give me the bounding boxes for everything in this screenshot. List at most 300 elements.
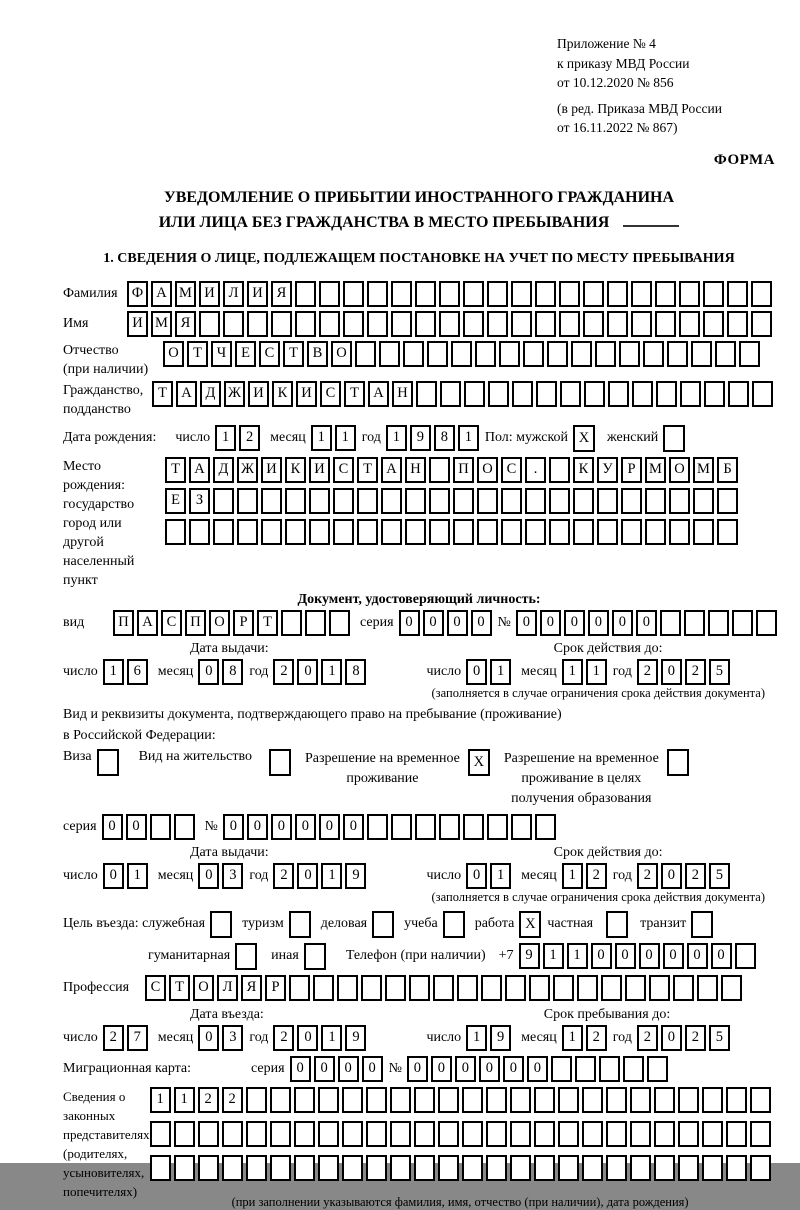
char-cell[interactable] bbox=[595, 341, 616, 367]
checkbox-cell[interactable] bbox=[691, 911, 713, 938]
char-cell[interactable] bbox=[174, 814, 195, 840]
char-cell[interactable] bbox=[414, 1121, 435, 1147]
char-cell[interactable]: 1 bbox=[543, 943, 564, 969]
char-cell[interactable] bbox=[669, 519, 690, 545]
checkbox-cell[interactable]: X bbox=[519, 911, 541, 938]
char-cell[interactable] bbox=[381, 488, 402, 514]
char-cell[interactable] bbox=[305, 610, 326, 636]
char-cell[interactable] bbox=[318, 1155, 339, 1181]
char-cell[interactable] bbox=[655, 281, 676, 307]
char-cell[interactable] bbox=[415, 311, 436, 337]
char-cell[interactable] bbox=[625, 975, 646, 1001]
char-cell[interactable] bbox=[551, 1056, 572, 1082]
char-cell[interactable] bbox=[486, 1121, 507, 1147]
char-cell[interactable] bbox=[558, 1155, 579, 1181]
char-cell[interactable] bbox=[606, 1087, 627, 1113]
char-cell[interactable] bbox=[285, 488, 306, 514]
char-cell[interactable] bbox=[559, 311, 580, 337]
char-cell[interactable] bbox=[553, 975, 574, 1001]
char-cell[interactable]: Н bbox=[405, 457, 426, 483]
char-cell[interactable] bbox=[342, 1087, 363, 1113]
checkbox-cell[interactable]: X bbox=[468, 749, 490, 776]
char-cell[interactable] bbox=[726, 1087, 747, 1113]
char-cell[interactable] bbox=[246, 1121, 267, 1147]
char-cell[interactable]: 0 bbox=[102, 814, 123, 840]
char-cell[interactable]: 2 bbox=[586, 863, 607, 889]
char-cell[interactable] bbox=[462, 1087, 483, 1113]
char-cell[interactable]: Р bbox=[621, 457, 642, 483]
char-cell[interactable]: 0 bbox=[295, 814, 316, 840]
char-cell[interactable] bbox=[464, 381, 485, 407]
char-cell[interactable] bbox=[391, 311, 412, 337]
char-cell[interactable]: 1 bbox=[490, 659, 511, 685]
char-cell[interactable] bbox=[654, 1087, 675, 1113]
char-cell[interactable]: С bbox=[161, 610, 182, 636]
char-cell[interactable] bbox=[549, 457, 570, 483]
char-cell[interactable] bbox=[391, 281, 412, 307]
char-cell[interactable] bbox=[606, 1121, 627, 1147]
char-cell[interactable] bbox=[318, 1121, 339, 1147]
char-cell[interactable] bbox=[678, 1121, 699, 1147]
char-cell[interactable] bbox=[150, 814, 171, 840]
char-cell[interactable]: О bbox=[209, 610, 230, 636]
char-cell[interactable]: Я bbox=[271, 281, 292, 307]
char-cell[interactable] bbox=[270, 1087, 291, 1113]
char-cell[interactable] bbox=[477, 519, 498, 545]
checkbox-cell[interactable] bbox=[289, 911, 311, 938]
char-cell[interactable] bbox=[703, 311, 724, 337]
char-cell[interactable]: 3 bbox=[222, 1025, 243, 1051]
char-cell[interactable] bbox=[679, 281, 700, 307]
char-cell[interactable] bbox=[457, 975, 478, 1001]
char-cell[interactable]: 0 bbox=[198, 659, 219, 685]
char-cell[interactable]: Ж bbox=[224, 381, 245, 407]
char-cell[interactable] bbox=[691, 341, 712, 367]
char-cell[interactable]: 1 bbox=[174, 1087, 195, 1113]
char-cell[interactable] bbox=[582, 1155, 603, 1181]
char-cell[interactable]: 0 bbox=[423, 610, 444, 636]
char-cell[interactable]: 8 bbox=[434, 425, 455, 451]
char-cell[interactable] bbox=[535, 814, 556, 840]
char-cell[interactable]: 9 bbox=[490, 1025, 511, 1051]
char-cell[interactable]: . bbox=[525, 457, 546, 483]
char-cell[interactable]: 9 bbox=[410, 425, 431, 451]
char-cell[interactable] bbox=[403, 341, 424, 367]
char-cell[interactable]: 2 bbox=[637, 1025, 658, 1051]
char-cell[interactable]: 8 bbox=[345, 659, 366, 685]
char-cell[interactable] bbox=[295, 281, 316, 307]
char-cell[interactable] bbox=[414, 1087, 435, 1113]
char-cell[interactable] bbox=[750, 1087, 771, 1113]
char-cell[interactable]: 1 bbox=[335, 425, 356, 451]
checkbox-cell[interactable]: X bbox=[573, 425, 595, 452]
char-cell[interactable] bbox=[525, 488, 546, 514]
char-cell[interactable] bbox=[534, 1121, 555, 1147]
char-cell[interactable]: Н bbox=[392, 381, 413, 407]
char-cell[interactable] bbox=[693, 519, 714, 545]
char-cell[interactable] bbox=[510, 1121, 531, 1147]
char-cell[interactable]: А bbox=[151, 281, 172, 307]
char-cell[interactable] bbox=[607, 311, 628, 337]
char-cell[interactable] bbox=[222, 1121, 243, 1147]
char-cell[interactable] bbox=[486, 1087, 507, 1113]
char-cell[interactable] bbox=[697, 975, 718, 1001]
char-cell[interactable] bbox=[623, 1056, 644, 1082]
char-cell[interactable] bbox=[654, 1121, 675, 1147]
char-cell[interactable] bbox=[319, 281, 340, 307]
char-cell[interactable] bbox=[645, 519, 666, 545]
char-cell[interactable] bbox=[606, 1155, 627, 1181]
char-cell[interactable]: 0 bbox=[319, 814, 340, 840]
char-cell[interactable] bbox=[549, 519, 570, 545]
char-cell[interactable] bbox=[261, 488, 282, 514]
char-cell[interactable]: О bbox=[193, 975, 214, 1001]
char-cell[interactable] bbox=[427, 341, 448, 367]
char-cell[interactable] bbox=[558, 1121, 579, 1147]
char-cell[interactable] bbox=[583, 311, 604, 337]
char-cell[interactable] bbox=[717, 488, 738, 514]
char-cell[interactable] bbox=[415, 814, 436, 840]
char-cell[interactable] bbox=[607, 281, 628, 307]
char-cell[interactable]: Е bbox=[165, 488, 186, 514]
char-cell[interactable] bbox=[429, 519, 450, 545]
char-cell[interactable] bbox=[751, 311, 772, 337]
char-cell[interactable] bbox=[559, 281, 580, 307]
char-cell[interactable] bbox=[702, 1155, 723, 1181]
char-cell[interactable]: 0 bbox=[479, 1056, 500, 1082]
char-cell[interactable] bbox=[309, 488, 330, 514]
char-cell[interactable] bbox=[486, 1155, 507, 1181]
char-cell[interactable] bbox=[246, 1155, 267, 1181]
char-cell[interactable]: 2 bbox=[637, 863, 658, 889]
checkbox-cell[interactable] bbox=[210, 911, 232, 938]
char-cell[interactable]: Д bbox=[200, 381, 221, 407]
char-cell[interactable] bbox=[529, 975, 550, 1001]
char-cell[interactable]: 0 bbox=[564, 610, 585, 636]
char-cell[interactable]: В bbox=[307, 341, 328, 367]
char-cell[interactable] bbox=[343, 281, 364, 307]
checkbox-cell[interactable] bbox=[663, 425, 685, 452]
char-cell[interactable] bbox=[385, 975, 406, 1001]
char-cell[interactable]: Е bbox=[235, 341, 256, 367]
char-cell[interactable]: 0 bbox=[399, 610, 420, 636]
char-cell[interactable] bbox=[453, 488, 474, 514]
char-cell[interactable] bbox=[246, 1087, 267, 1113]
char-cell[interactable]: 1 bbox=[466, 1025, 487, 1051]
char-cell[interactable] bbox=[583, 281, 604, 307]
char-cell[interactable] bbox=[702, 1087, 723, 1113]
char-cell[interactable] bbox=[645, 488, 666, 514]
char-cell[interactable] bbox=[549, 488, 570, 514]
char-cell[interactable]: 2 bbox=[103, 1025, 124, 1051]
char-cell[interactable] bbox=[632, 381, 653, 407]
char-cell[interactable] bbox=[405, 488, 426, 514]
char-cell[interactable]: Р bbox=[233, 610, 254, 636]
char-cell[interactable] bbox=[717, 519, 738, 545]
char-cell[interactable] bbox=[501, 488, 522, 514]
char-cell[interactable]: 0 bbox=[362, 1056, 383, 1082]
char-cell[interactable] bbox=[523, 341, 544, 367]
char-cell[interactable] bbox=[453, 519, 474, 545]
checkbox-cell[interactable] bbox=[667, 749, 689, 776]
char-cell[interactable]: О bbox=[331, 341, 352, 367]
char-cell[interactable] bbox=[295, 311, 316, 337]
char-cell[interactable]: 0 bbox=[455, 1056, 476, 1082]
char-cell[interactable] bbox=[739, 341, 760, 367]
char-cell[interactable]: М bbox=[175, 281, 196, 307]
char-cell[interactable]: 1 bbox=[215, 425, 236, 451]
char-cell[interactable]: П bbox=[453, 457, 474, 483]
char-cell[interactable]: 0 bbox=[343, 814, 364, 840]
char-cell[interactable] bbox=[367, 311, 388, 337]
char-cell[interactable] bbox=[608, 381, 629, 407]
char-cell[interactable] bbox=[499, 341, 520, 367]
char-cell[interactable]: 2 bbox=[685, 863, 706, 889]
char-cell[interactable] bbox=[390, 1155, 411, 1181]
char-cell[interactable] bbox=[525, 519, 546, 545]
char-cell[interactable]: 0 bbox=[466, 659, 487, 685]
char-cell[interactable] bbox=[726, 1121, 747, 1147]
char-cell[interactable] bbox=[174, 1121, 195, 1147]
char-cell[interactable] bbox=[630, 1155, 651, 1181]
char-cell[interactable] bbox=[198, 1121, 219, 1147]
char-cell[interactable] bbox=[463, 281, 484, 307]
char-cell[interactable] bbox=[438, 1087, 459, 1113]
char-cell[interactable] bbox=[439, 311, 460, 337]
char-cell[interactable]: 2 bbox=[239, 425, 260, 451]
char-cell[interactable] bbox=[213, 488, 234, 514]
char-cell[interactable] bbox=[631, 281, 652, 307]
char-cell[interactable]: 1 bbox=[321, 1025, 342, 1051]
char-cell[interactable] bbox=[702, 1121, 723, 1147]
char-cell[interactable] bbox=[451, 341, 472, 367]
char-cell[interactable] bbox=[684, 610, 705, 636]
char-cell[interactable]: С bbox=[259, 341, 280, 367]
checkbox-cell[interactable] bbox=[235, 943, 257, 970]
char-cell[interactable] bbox=[534, 1155, 555, 1181]
char-cell[interactable] bbox=[366, 1155, 387, 1181]
char-cell[interactable] bbox=[337, 975, 358, 1001]
char-cell[interactable]: 5 bbox=[709, 659, 730, 685]
char-cell[interactable] bbox=[655, 311, 676, 337]
char-cell[interactable] bbox=[721, 975, 742, 1001]
char-cell[interactable] bbox=[680, 381, 701, 407]
char-cell[interactable]: С bbox=[333, 457, 354, 483]
char-cell[interactable]: И bbox=[261, 457, 282, 483]
char-cell[interactable]: 0 bbox=[615, 943, 636, 969]
char-cell[interactable] bbox=[751, 281, 772, 307]
char-cell[interactable] bbox=[313, 975, 334, 1001]
char-cell[interactable]: М bbox=[645, 457, 666, 483]
char-cell[interactable] bbox=[511, 311, 532, 337]
char-cell[interactable]: 1 bbox=[562, 1025, 583, 1051]
char-cell[interactable]: 0 bbox=[516, 610, 537, 636]
char-cell[interactable]: И bbox=[199, 281, 220, 307]
char-cell[interactable]: 5 bbox=[709, 863, 730, 889]
char-cell[interactable] bbox=[223, 311, 244, 337]
char-cell[interactable]: 6 bbox=[127, 659, 148, 685]
char-cell[interactable] bbox=[319, 311, 340, 337]
checkbox-cell[interactable] bbox=[97, 749, 119, 776]
char-cell[interactable]: Т bbox=[357, 457, 378, 483]
char-cell[interactable] bbox=[577, 975, 598, 1001]
char-cell[interactable] bbox=[342, 1155, 363, 1181]
char-cell[interactable]: 0 bbox=[612, 610, 633, 636]
char-cell[interactable] bbox=[439, 814, 460, 840]
char-cell[interactable]: Т bbox=[283, 341, 304, 367]
char-cell[interactable] bbox=[621, 519, 642, 545]
checkbox-cell[interactable] bbox=[304, 943, 326, 970]
char-cell[interactable]: О bbox=[477, 457, 498, 483]
char-cell[interactable] bbox=[487, 311, 508, 337]
char-cell[interactable]: 0 bbox=[407, 1056, 428, 1082]
char-cell[interactable] bbox=[704, 381, 725, 407]
char-cell[interactable] bbox=[333, 488, 354, 514]
char-cell[interactable]: 7 bbox=[127, 1025, 148, 1051]
char-cell[interactable] bbox=[475, 341, 496, 367]
char-cell[interactable]: 0 bbox=[540, 610, 561, 636]
char-cell[interactable] bbox=[678, 1087, 699, 1113]
char-cell[interactable] bbox=[488, 381, 509, 407]
char-cell[interactable] bbox=[318, 1087, 339, 1113]
char-cell[interactable] bbox=[631, 311, 652, 337]
char-cell[interactable] bbox=[669, 488, 690, 514]
char-cell[interactable]: 0 bbox=[639, 943, 660, 969]
char-cell[interactable]: Я bbox=[175, 311, 196, 337]
char-cell[interactable]: 1 bbox=[586, 659, 607, 685]
char-cell[interactable] bbox=[630, 1087, 651, 1113]
char-cell[interactable] bbox=[463, 814, 484, 840]
char-cell[interactable] bbox=[708, 610, 729, 636]
char-cell[interactable]: 0 bbox=[661, 659, 682, 685]
checkbox-cell[interactable] bbox=[372, 911, 394, 938]
char-cell[interactable]: 0 bbox=[290, 1056, 311, 1082]
char-cell[interactable] bbox=[379, 341, 400, 367]
char-cell[interactable]: А bbox=[368, 381, 389, 407]
char-cell[interactable] bbox=[727, 281, 748, 307]
char-cell[interactable] bbox=[309, 519, 330, 545]
char-cell[interactable]: И bbox=[247, 281, 268, 307]
char-cell[interactable]: 2 bbox=[198, 1087, 219, 1113]
char-cell[interactable]: Ф bbox=[127, 281, 148, 307]
char-cell[interactable]: 0 bbox=[198, 863, 219, 889]
char-cell[interactable] bbox=[547, 341, 568, 367]
char-cell[interactable]: О bbox=[163, 341, 184, 367]
char-cell[interactable] bbox=[673, 975, 694, 1001]
char-cell[interactable]: 2 bbox=[685, 659, 706, 685]
char-cell[interactable]: А bbox=[176, 381, 197, 407]
char-cell[interactable]: 2 bbox=[273, 863, 294, 889]
char-cell[interactable] bbox=[355, 341, 376, 367]
char-cell[interactable]: 0 bbox=[661, 863, 682, 889]
char-cell[interactable]: Т bbox=[187, 341, 208, 367]
char-cell[interactable] bbox=[728, 381, 749, 407]
char-cell[interactable] bbox=[597, 488, 618, 514]
char-cell[interactable] bbox=[357, 488, 378, 514]
char-cell[interactable]: 0 bbox=[591, 943, 612, 969]
char-cell[interactable] bbox=[366, 1087, 387, 1113]
char-cell[interactable] bbox=[693, 488, 714, 514]
char-cell[interactable]: 0 bbox=[687, 943, 708, 969]
char-cell[interactable] bbox=[582, 1087, 603, 1113]
char-cell[interactable]: 0 bbox=[527, 1056, 548, 1082]
char-cell[interactable]: Л bbox=[223, 281, 244, 307]
char-cell[interactable] bbox=[343, 311, 364, 337]
char-cell[interactable]: Т bbox=[257, 610, 278, 636]
char-cell[interactable] bbox=[481, 975, 502, 1001]
char-cell[interactable]: 1 bbox=[127, 863, 148, 889]
char-cell[interactable] bbox=[536, 381, 557, 407]
char-cell[interactable]: Ж bbox=[237, 457, 258, 483]
char-cell[interactable]: П bbox=[185, 610, 206, 636]
char-cell[interactable] bbox=[391, 814, 412, 840]
char-cell[interactable]: Я bbox=[241, 975, 262, 1001]
checkbox-cell[interactable] bbox=[269, 749, 291, 776]
char-cell[interactable] bbox=[619, 341, 640, 367]
char-cell[interactable] bbox=[649, 975, 670, 1001]
char-cell[interactable] bbox=[439, 281, 460, 307]
char-cell[interactable]: 5 bbox=[709, 1025, 730, 1051]
char-cell[interactable] bbox=[573, 519, 594, 545]
char-cell[interactable]: 0 bbox=[663, 943, 684, 969]
char-cell[interactable]: 2 bbox=[222, 1087, 243, 1113]
char-cell[interactable]: 1 bbox=[567, 943, 588, 969]
char-cell[interactable]: А bbox=[189, 457, 210, 483]
char-cell[interactable] bbox=[261, 519, 282, 545]
char-cell[interactable] bbox=[597, 519, 618, 545]
char-cell[interactable] bbox=[289, 975, 310, 1001]
char-cell[interactable]: Л bbox=[217, 975, 238, 1001]
char-cell[interactable]: 2 bbox=[637, 659, 658, 685]
char-cell[interactable] bbox=[750, 1121, 771, 1147]
char-cell[interactable] bbox=[511, 814, 532, 840]
char-cell[interactable] bbox=[647, 1056, 668, 1082]
char-cell[interactable]: И bbox=[248, 381, 269, 407]
char-cell[interactable]: 0 bbox=[247, 814, 268, 840]
char-cell[interactable]: А bbox=[137, 610, 158, 636]
char-cell[interactable] bbox=[621, 488, 642, 514]
char-cell[interactable] bbox=[333, 519, 354, 545]
char-cell[interactable]: С bbox=[501, 457, 522, 483]
char-cell[interactable] bbox=[463, 311, 484, 337]
char-cell[interactable]: Б bbox=[717, 457, 738, 483]
char-cell[interactable] bbox=[429, 488, 450, 514]
char-cell[interactable] bbox=[199, 311, 220, 337]
char-cell[interactable] bbox=[433, 975, 454, 1001]
char-cell[interactable]: 0 bbox=[223, 814, 244, 840]
char-cell[interactable]: 1 bbox=[562, 863, 583, 889]
char-cell[interactable] bbox=[294, 1121, 315, 1147]
char-cell[interactable] bbox=[752, 381, 773, 407]
char-cell[interactable]: К bbox=[573, 457, 594, 483]
char-cell[interactable] bbox=[270, 1121, 291, 1147]
char-cell[interactable] bbox=[271, 311, 292, 337]
char-cell[interactable] bbox=[575, 1056, 596, 1082]
char-cell[interactable] bbox=[582, 1121, 603, 1147]
char-cell[interactable] bbox=[222, 1155, 243, 1181]
char-cell[interactable] bbox=[285, 519, 306, 545]
char-cell[interactable] bbox=[535, 281, 556, 307]
char-cell[interactable] bbox=[726, 1155, 747, 1181]
char-cell[interactable] bbox=[679, 311, 700, 337]
checkbox-cell[interactable] bbox=[443, 911, 465, 938]
char-cell[interactable] bbox=[415, 281, 436, 307]
char-cell[interactable]: 1 bbox=[562, 659, 583, 685]
char-cell[interactable] bbox=[416, 381, 437, 407]
char-cell[interactable]: 0 bbox=[314, 1056, 335, 1082]
char-cell[interactable] bbox=[573, 488, 594, 514]
char-cell[interactable]: 1 bbox=[103, 659, 124, 685]
